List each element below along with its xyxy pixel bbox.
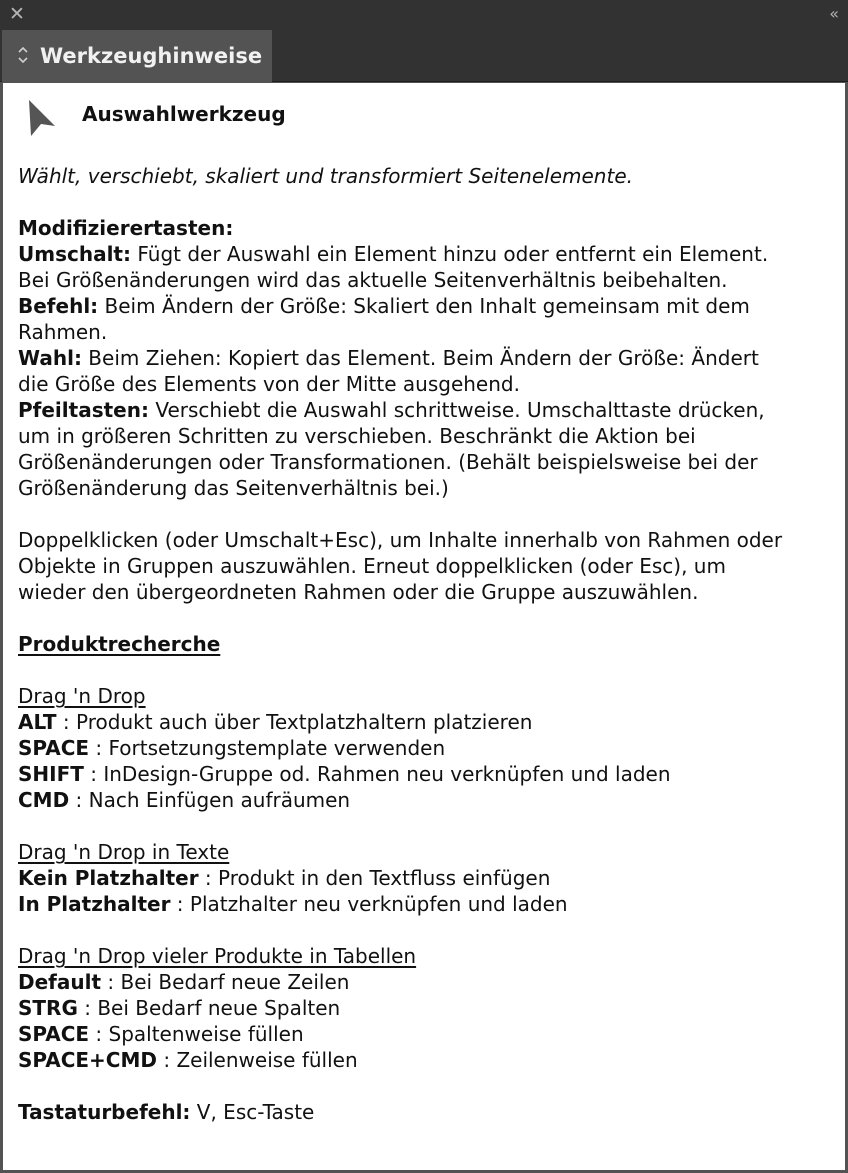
dragdrop-item (18, 761, 838, 787)
modifier-text: Beim Ändern der Größe: Skaliert den Inhalt gemeinsam mit dem (98, 294, 750, 318)
modifier-key: Wahl: (18, 346, 82, 370)
modifier-text: Fügt der Auswahl ein Element hinzu oder entfernt ein Element. (131, 242, 769, 266)
dragdrop-tabellen-item (18, 1047, 838, 1073)
modifier-umschalt (18, 241, 838, 267)
shortcut-text: : Fortsetzungstemplate verwenden (89, 736, 446, 760)
modifiers-heading: Modifizierertasten: (18, 216, 234, 240)
shortcut-text: : Zeilenweise füllen (156, 1048, 358, 1072)
dragdrop-texte-item (18, 891, 838, 917)
shortcut-text: : Produkt in den Textfluss einfügen (198, 866, 551, 890)
doubleclick-hint: Doppelklicken (oder Umschalt+Esc), um Inhalte innerhalb von Rahmen oder (18, 528, 783, 552)
modifier-pfeiltasten (18, 397, 838, 423)
panel-title-bar (0, 0, 848, 30)
modifier-befehl-cont: Rahmen. (18, 320, 108, 344)
dragdrop-tabellen-item (18, 1021, 838, 1047)
keyboard-shortcut (18, 1099, 838, 1125)
tool-description: Wählt, verschiebt, skaliert und transformiert Seitenelemente. (18, 164, 633, 188)
dragdrop-item (18, 735, 838, 761)
dragdrop-tabellen-heading: Drag 'n Drop vieler Produkte in Tabellen (18, 944, 417, 968)
hint-content (3, 83, 845, 1170)
collapse-panel-icon[interactable]: ‹‹ (829, 4, 836, 23)
panel-tab-bar (0, 30, 848, 82)
modifier-wahl-cont: die Größe des Elements von der Mitte ausgehend. (18, 372, 520, 396)
shortcut-key: CMD (18, 788, 70, 812)
shortcut-key: Kein Platzhalter (18, 866, 199, 890)
shortcut-key: Default (18, 970, 102, 994)
shortcut-key: SPACE+CMD (18, 1048, 157, 1072)
shortcut-text: : Produkt auch über Textplatzhaltern platzieren (56, 710, 533, 734)
expand-collapse-icon[interactable] (17, 44, 29, 66)
dragdrop-tabellen-item (18, 969, 838, 995)
modifier-key: Umschalt: (18, 242, 131, 266)
modifier-key: Pfeiltasten: (18, 398, 149, 422)
dragdrop-heading: Drag 'n Drop (18, 684, 146, 708)
shortcut-key: SHIFT (18, 762, 84, 786)
dragdrop-tabellen-item (18, 995, 838, 1021)
shortcut-text: : Bei Bedarf neue Spalten (77, 996, 341, 1020)
tool-title: Auswahlwerkzeug (82, 102, 286, 126)
shortcut-key: STRG (18, 996, 78, 1020)
modifier-text: Beim Ziehen: Kopiert das Element. Beim Ändern der Größe: Ändert (81, 346, 759, 370)
produktrecherche-heading: Produktrecherche (18, 632, 221, 656)
modifier-wahl (18, 345, 838, 371)
modifier-key: Befehl: (18, 294, 99, 318)
shortcut-text: : InDesign-Gruppe od. Rahmen neu verknüpfen und laden (83, 762, 671, 786)
shortcut-key: SPACE (18, 1022, 90, 1046)
shortcut-text: : Spaltenweise füllen (89, 1022, 304, 1046)
doubleclick-hint-cont: Objekte in Gruppen auszuwählen. Erneut doppelklicken (oder Esc), um (18, 554, 726, 578)
shortcut-text: : Platzhalter neu verknüpfen und laden (170, 892, 568, 916)
modifier-text: Verschiebt die Auswahl schrittweise. Umschalttaste drücken, (148, 398, 765, 422)
dragdrop-texte-heading: Drag 'n Drop in Texte (18, 840, 230, 864)
dragdrop-item (18, 709, 838, 735)
shortcut-key: In Platzhalter (18, 892, 171, 916)
shortcut-key: ALT (18, 710, 57, 734)
shortcut-label: Tastaturbefehl: (18, 1100, 191, 1124)
modifier-pfeiltasten-cont: Größenänderungen oder Transformationen. (Behält beispielsweise bei der (18, 450, 758, 474)
modifier-pfeiltasten-cont: Größenänderung das Seitenverhältnis bei.) (18, 476, 449, 500)
shortcut-text: : Bei Bedarf neue Zeilen (101, 970, 350, 994)
dragdrop-texte-item (18, 865, 838, 891)
modifier-pfeiltasten-cont: um in größeren Schritten zu verschieben. Beschränkt die Aktion bei (18, 424, 696, 448)
tab-label: Werkzeughinweise (40, 44, 263, 68)
shortcut-key: SPACE (18, 736, 90, 760)
selection-arrow-icon (27, 98, 57, 138)
modifier-befehl (18, 293, 838, 319)
dragdrop-item (18, 787, 838, 813)
tab-werkzeughinweise[interactable] (2, 30, 272, 82)
hint-text (18, 163, 838, 1125)
modifier-umschalt-cont: Bei Größenänderungen wird das aktuelle Seitenverhältnis beibehalten. (18, 268, 728, 292)
close-icon[interactable]: ✕ (9, 3, 25, 25)
doubleclick-hint-cont: wieder den übergeordneten Rahmen oder die Gruppe auszuwählen. (18, 580, 699, 604)
shortcut-text: : Nach Einfügen aufräumen (69, 788, 351, 812)
shortcut-value: V, Esc-Taste (190, 1100, 315, 1124)
